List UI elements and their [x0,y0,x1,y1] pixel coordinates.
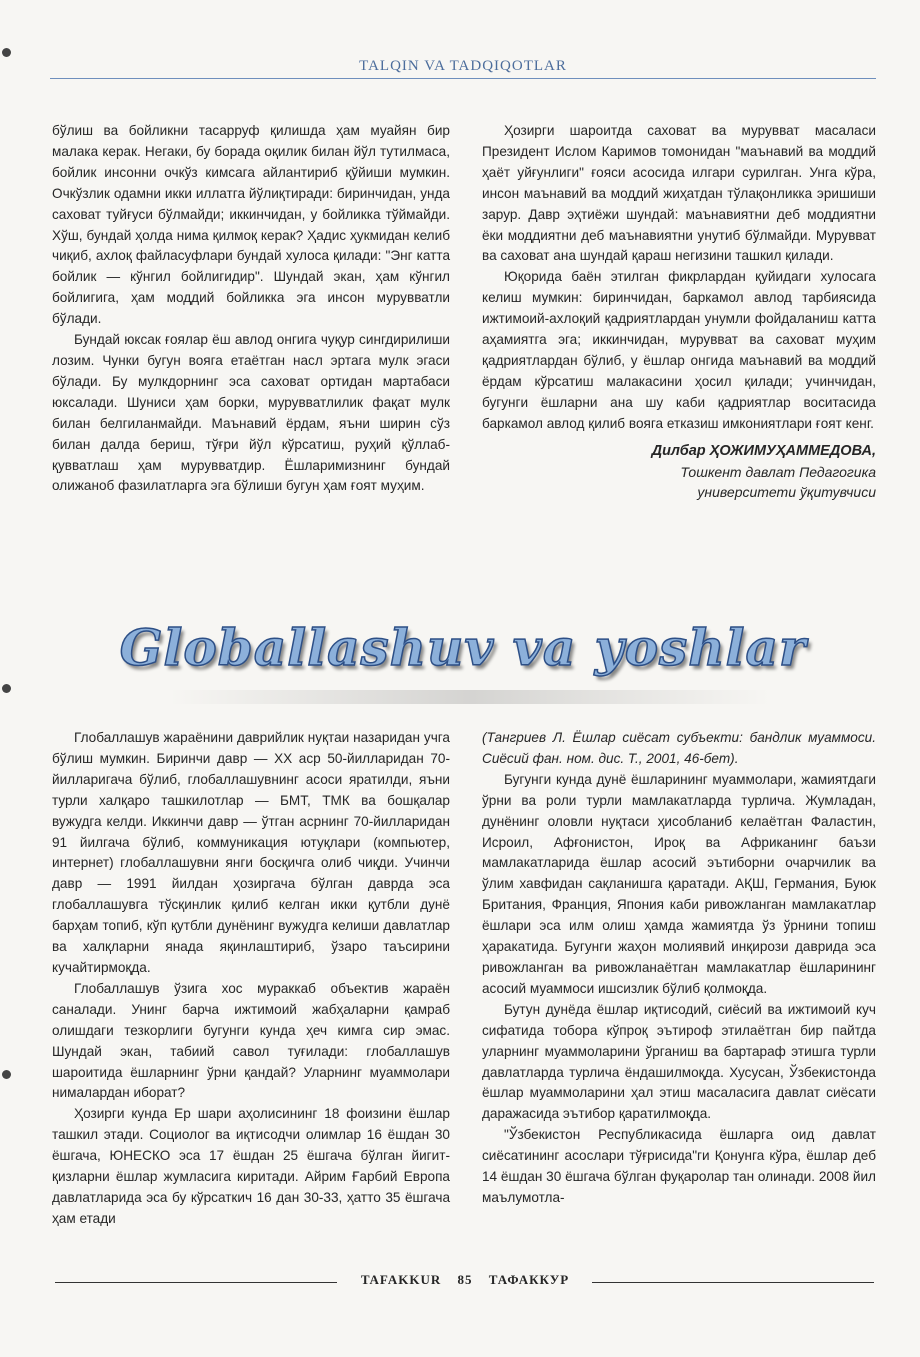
footer-rule [592,1282,874,1283]
footer-magazine-cyrillic: ТАФАККУР [488,1272,570,1287]
paragraph: Ҳозирги кунда Ер шари аҳолисининг 18 фоизини ёшлар ташкил этади. Социолог ва иқтисодчи олимлар 16 ёшдан 30 ёшгача, ЮНЕСКО эса 17 ёшдан 25 ёшгача бўлган йигит-қизларни ёшлар жумласига киритади. Айрим Ғарбий Европа давлатларида эса бу кўрсаткич 16 дан 30-33, ҳатто 35 ёшгача ҳам етади [52,1106,450,1226]
author-affiliation: Тошкент давлат Педагогика [680,463,876,480]
page-number: 85 [457,1272,473,1287]
paragraph: Бугунги кунда дунё ёшларининг муаммолари, жамиятдаги ўрни ва роли турли мамлакатларда турлича. Жумладан, дунёнинг оловли нуқтаси ҳисобланиб келаётган Фаластин, Исроил, Афғонистон, Ироқ ва Африканинг баъзи мамлакатларида ёшлар асосий эътиборни очарчилик ва ўлим хавфидан сақланишга қаратади. АҚШ, Германия, Буюк Британия, Франция, Япония каби ривожланган мамлакатлар ёшлари эса илм олиш ҳамда жамиятда ўз ўрнини топиш ҳаракатида. Бугунги жаҳон молиявий инқирози даврида эса ривожланган ва ривожланаётган мамлакатлар ёшларининг асосий муаммоси ишсизлик бўлиб қолмоқда. [482,771,876,996]
page-footer [0,1268,920,1298]
paragraph: бўлиш ва бойликни тасарруф қилишда ҳам муайян бир малака керак. Негаки, бу борада оқилик билан йўл тутилмаса, бойлик инсонни очкўз кимсага айлантириб қўйиши мумкин. Очкўзлик одамни икки иллатга йўлиқтиради: биринчидан, унда саховат туйғуси бўлмайди; иккинчидан, у бойликка тўймайди. Хўш, бундай ҳолда нима қилмоқ керак? Ҳадис ҳукмидан келиб чиқиб, ахлоқ файласуфлари бундай хулоса қилади: "Энг катта бойлик — кўнгил бойлигидир". Шундай экан, ҳам кўнгил бойлигига, ҳам моддий бойликка эга инсон мурувватли бўлади. [52,123,450,327]
top-right-column [482,121,876,502]
paragraph: Ҳозирги шароитда саховат ва мурувват масаласи Президент Ислом Каримов томонидан "маънавий ва моддий ҳаёт уйғунлиги" ғояси асосида илгари сурилган. Унга кўра, инсон маънавий ва моддий жиҳатдан тўлақонликка эришиши зарур. Давр эҳтиёжи шундай: маънавиятни деб моддиятни ёки моддиятни деб маънавиятни унутиб бўлмайди. Мурувват ва саховат ана шундай қараш негизини ташкил қилади. [482,123,876,264]
punch-hole-mark [2,48,11,57]
running-header: TALQIN VA TADQIQOTLAR [359,58,567,74]
article-title: Globallashuv va yoshlar [119,618,807,677]
footer-text [340,1272,590,1288]
header-rule [50,78,876,79]
bottom-right-column [482,728,876,1209]
paragraph: Бундай юксак ғоялар ёш авлод онгига чуқур сингдирилиши лозим. Чунки бугун вояга етаётган насл эртага мулк эгаси бўлади. Бу мулкдорнинг эса саховат ортидан мартабаси юксалади. Шуниси ҳам борки, мурувватлилик фақат мулк билан белгиланмайди. Маънавий ёрдам, яъни ширин сўз билан далда бериш, тўғри йўл кўрсатиш, руҳий қўллаб-қувватлаш ҳам мурувватдир. Ёшларимизнинг бундай олижаноб фазилатларга эга бўлиши бугун ҳам ғоят муҳим. [52,332,450,494]
author-name: Дилбар ҲОЖИМУҲАММЕДОВА, [651,442,876,459]
top-left-column [52,121,450,497]
paragraph: Глобаллашув ўзига хос мураккаб объектив жараён саналади. Унинг барча ижтимоий жабҳаларни қамраб олишдаги тезкорлиги бугунги кунда ҳеч кимга сир эмас. Шундай экан, табиий савол туғилади: глобаллашув шароитида ёшларнинг ўрни қандай? Уларнинг муаммолари нималардан иборат? [52,980,450,1101]
paragraph: "Ўзбекистон Республикасида ёшларга оид давлат сиёсатининг асослари тўғрисида"ги Қонунга кўра, ёшлар деб 14 ёшдан 30 ёшгача бўлган фуқаролар тан олинади. 2008 йил маълумотла- [482,1127,876,1205]
paragraph: Юқорида баён этилган фикрлардан қуйидаги хулосага келиш мумкин: биринчидан, баркамол авлод тарбиясида ижтимоий-ахлоқий қадриятлардан унумли фойдаланиш катта аҳамиятга эга; иккинчидан, мурувват ва саховат муҳим қадриятлардан бўлиб, у ёшлар онгида маънавий ва моддий ёрдам кўрсатиш малакасини ҳосил қилади; учинчидан, бугунги ёшларни ана шу каби қадриятлар воситасида баркамол авлод қилиб вояга етказиш имкониятлари ғоят кенг. [482,269,876,431]
title-decoration [170,690,770,704]
footer-magazine-latin: TAFAKKUR [360,1272,442,1287]
paragraph: Бутун дунёда ёшлар иқтисодий, сиёсий ва ижтимоий куч сифатида тобора кўпроқ эътироф этилаётган бир пайтда уларнинг муаммоларини ўрганиш ва бартараф этишга турли давлатларда турлича ёндашилмоқда. Хусусан, Ўзбекистонда ёшлар муаммоларини ҳал этиш масаласига давлат сиёсати даражасида эътибор қаратилмоқда. [482,1001,876,1122]
punch-hole-mark [2,1070,11,1079]
footer-rule [55,1282,337,1283]
paragraph: Глобаллашув жараёнини даврийлик нуқтаи назаридан учга бўлиш мумкин. Биринчи давр — XX аср 50-йилларидан 70-йилларигача бўлиб, глобаллашувнинг асоси яратилди, яъни турли халқаро ташкилотлар — БМТ, ТМК ва бошқалар вужудга келди. Иккинчи давр — ўтган асрнинг 70-йилларидан 91 йилгача бўлиб, коммуникация ютуқлари (компьютер, интернет) глобаллашувни янги босқичга олиб чиқди. Учинчи давр — 1991 йилдан ҳозиргача бўлган даврда эса глобаллашувга тўсқинлик қилиб келган икки қутбли дунё барҳам топиб, кўп қутбли дунёнинг вужудга келиши давлатлар ва халқларни янада яқинлаштириб, ўзаро таъсирини кучайтирмоқда. [52,730,450,975]
punch-hole-mark [2,684,11,693]
bottom-left-column [52,728,450,1230]
reference-citation: (Тангриев Л. Ёшлар сиёсат субъекти: бандлик муаммоси. Сиёсий фан. ном. дис. Т., 2001, 46-бет). [482,730,876,766]
author-affiliation: университети ўқитувчиси [697,483,876,500]
